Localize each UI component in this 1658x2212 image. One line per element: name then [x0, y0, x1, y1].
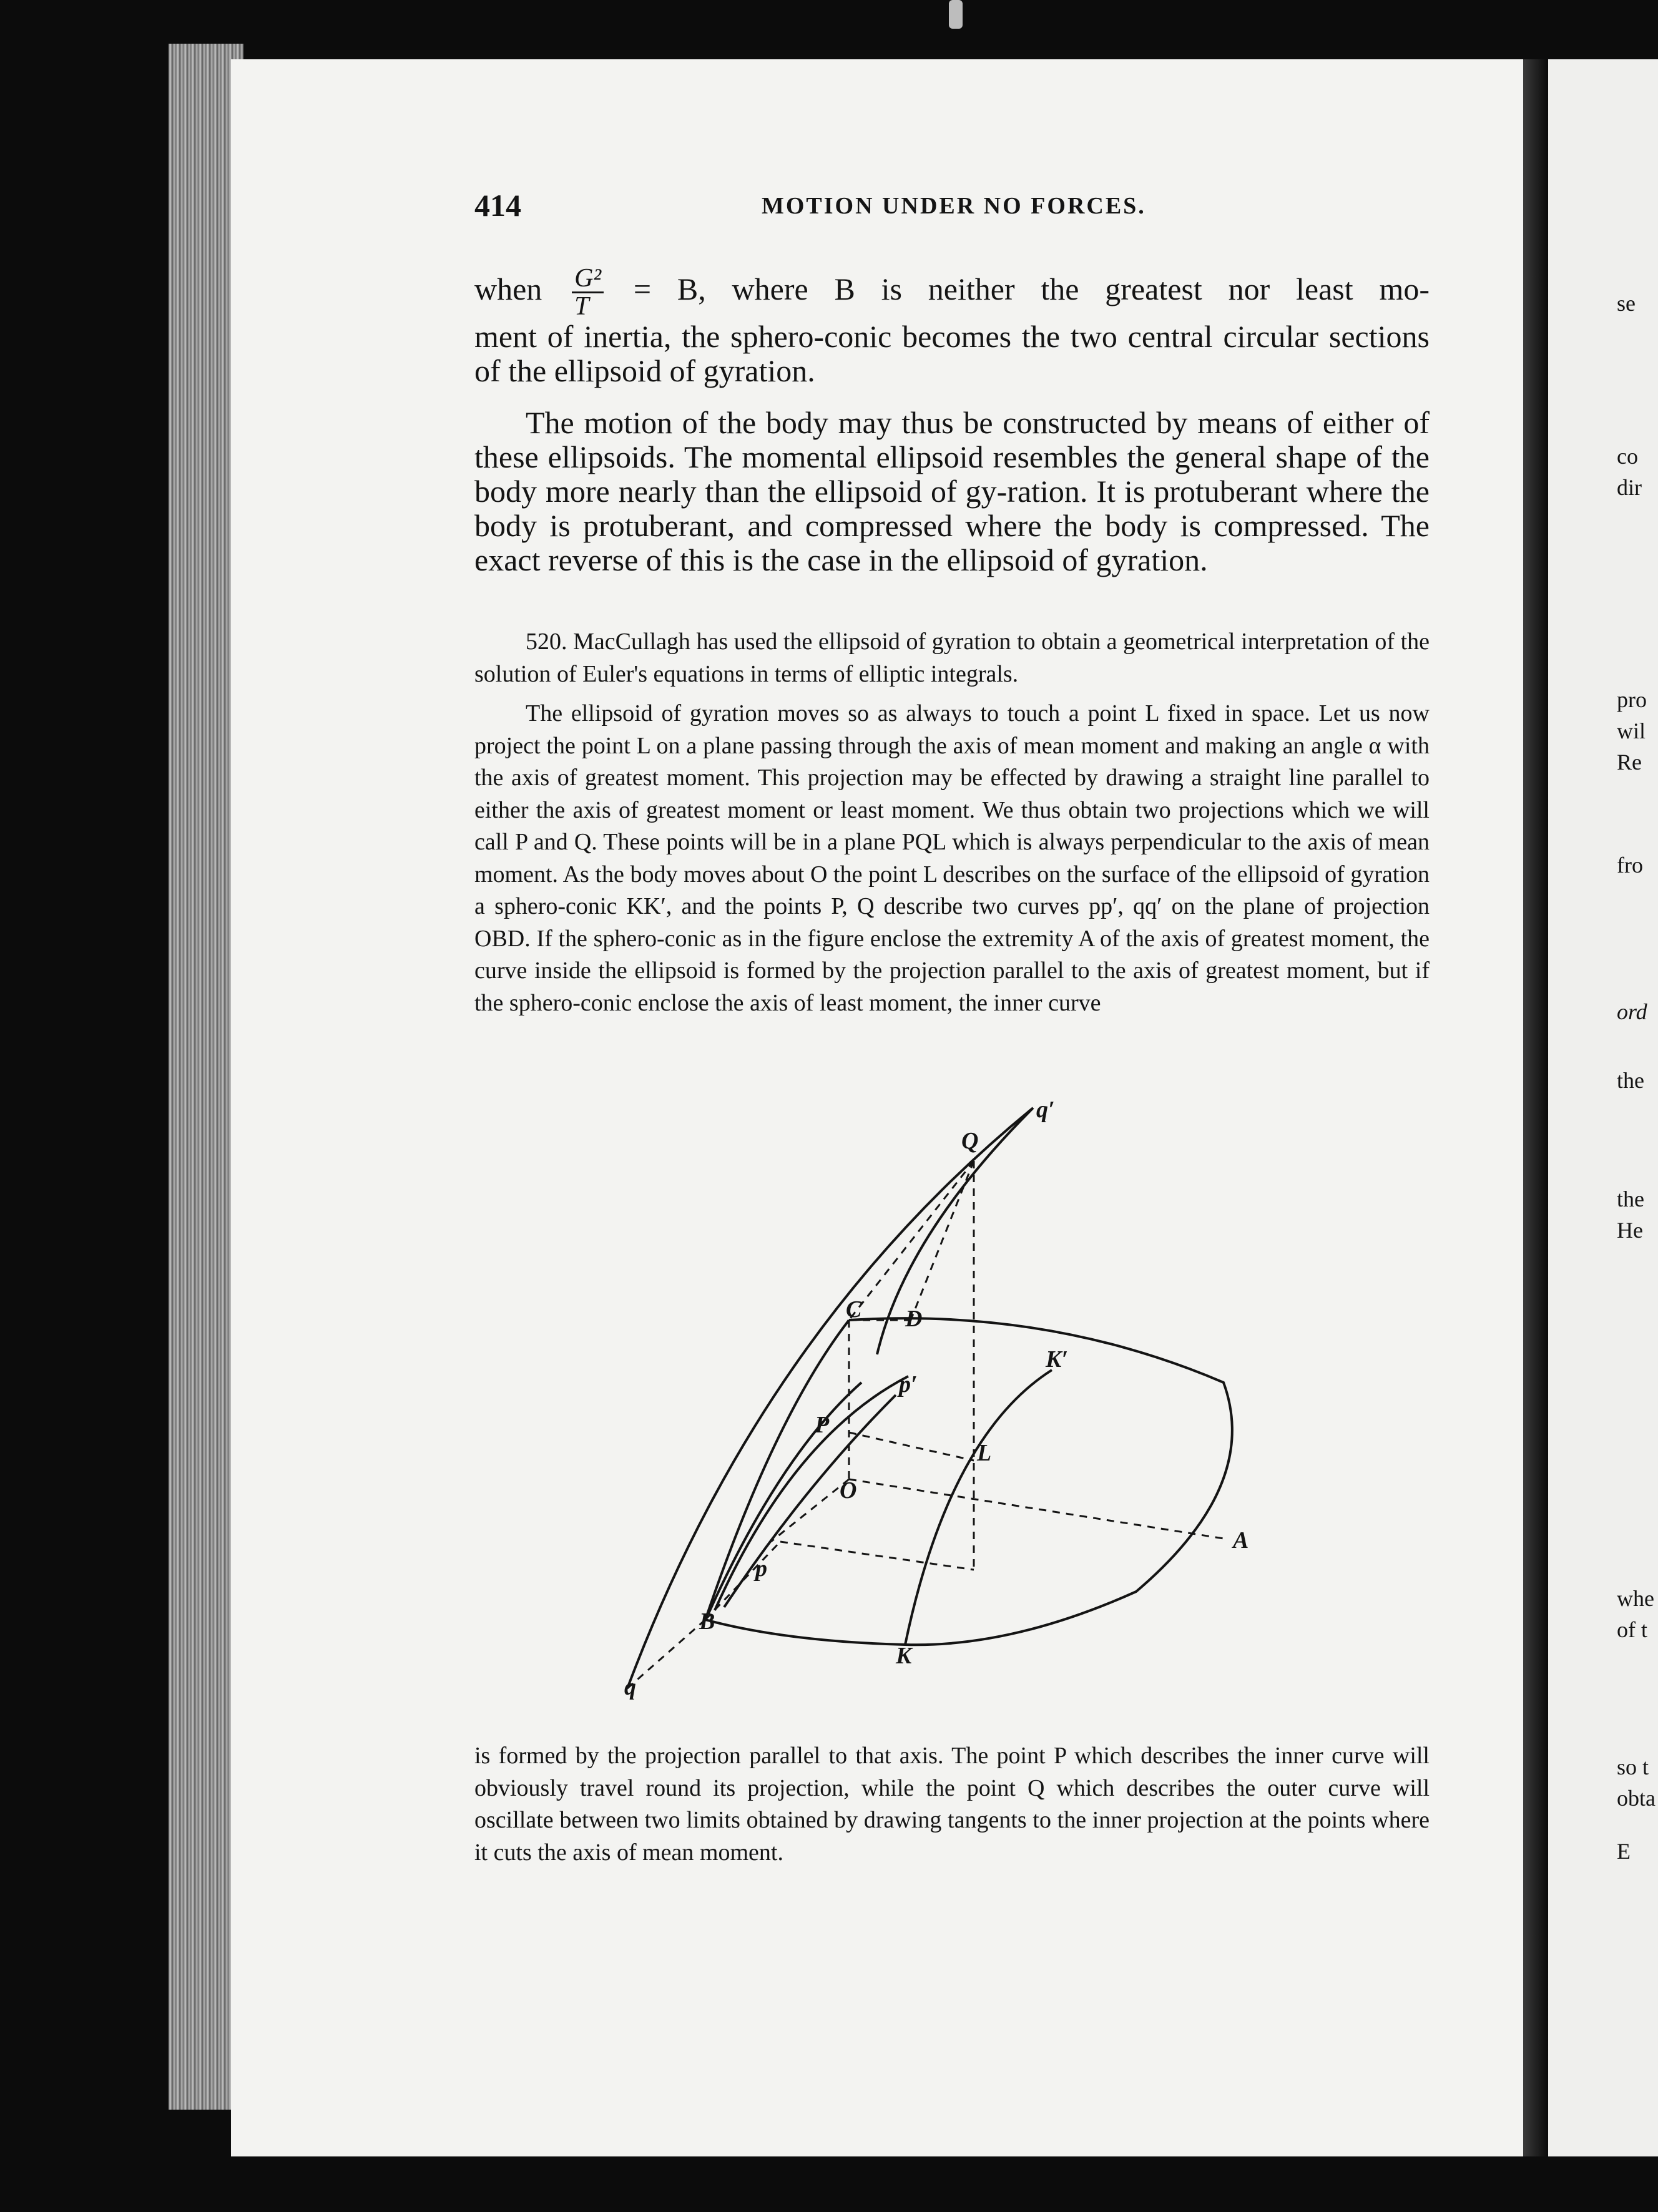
next-page-fragment: so t: [1617, 1754, 1649, 1779]
next-page-fragment: E: [1617, 1839, 1631, 1864]
arc-q: [627, 1108, 1033, 1688]
arc-mid: [709, 1382, 861, 1613]
label-K-prime: K′: [1046, 1346, 1069, 1373]
paragraph-projection: The ellipsoid of gyration moves so as always to touch a point L fixed in space. Let us now project the point L on a plane passing through the axis of mean moment and making an angle α with the axis of greatest moment. This projection may be effected by drawing a straight line parallel to either the axis of greatest moment or least moment. We thus obtain two projections which we will call P and Q. These points will be in a plane PQL which is always perpendicular to the axis of mean moment. As the body moves about O the point L describes on the surface of the ellipsoid of gyration a sphero-conic KK′, and the points P, Q describe two curves pp′, qq′ on the plane of projection OBD. If the sphero-conic as in the figure enclose the extremity A of the axis of greatest moment, the curve inside the ellipsoid is formed by the projection parallel to the axis of greatest moment, but if the sphero-conic enclose the axis of least moment, the inner curve: [474, 700, 1430, 1016]
label-p-prime: p′: [899, 1371, 918, 1397]
article-520: 520. MacCullagh has used the ellipsoid of gyration to obtain a geometrical interpretation of the solution of Euler's equations in terms of elliptic integrals.: [474, 629, 1430, 687]
page-number: 414: [474, 188, 521, 223]
label-C: C: [846, 1296, 862, 1323]
label-D: D: [905, 1306, 923, 1332]
fraction-numerator: G²: [572, 265, 604, 293]
paragraph-conclusion: is formed by the projection parallel to that axis. The point P which describes the inner curve will obviously travel round its projection, while the point Q which describes the outer curve will oscillate between two limits obtained by drawing tangents to the inner projection at the points where it cuts the axis of mean moment.: [474, 1743, 1430, 1866]
dashed-OL: [849, 1432, 974, 1461]
label-K: K: [896, 1643, 912, 1669]
label-B: B: [699, 1608, 715, 1635]
label-A: A: [1233, 1527, 1249, 1554]
next-page-fragment: dir: [1617, 475, 1642, 500]
paragraph-motion: The motion of the body may thus be constructed by means of either of these ellipsoids. The momental ellipsoid resembles the general shape of the body more nearly than the ellipsoid of gy-ration. It is protuberant where the body is protuberant, and compressed where the body is compressed. The exact reverse of this is the case in the ellipsoid of gyration.: [474, 405, 1430, 577]
next-page-fragment: se: [1617, 291, 1636, 316]
opening-continuation: ment of inertia, the sphero-conic becomes the two central circular sections of the ellipsoid of gyration.: [474, 319, 1430, 388]
opening-when: when: [474, 271, 542, 306]
opening-line-rest: = B, where B is neither the greatest nor least mo-: [633, 271, 1430, 306]
label-p: p: [755, 1555, 767, 1582]
next-page-fragment: fro: [1617, 853, 1643, 878]
label-Q: Q: [961, 1128, 979, 1154]
next-page-fragment: the: [1617, 1068, 1644, 1093]
fraction-denominator: T: [574, 292, 589, 321]
dashed-QC: [849, 1161, 974, 1320]
label-L: L: [977, 1440, 992, 1466]
next-page-fragment: pro: [1617, 687, 1647, 712]
next-page-fragment: ord: [1617, 999, 1647, 1024]
next-page-fragment: wil: [1617, 718, 1646, 743]
next-page-fragment: of t: [1617, 1617, 1647, 1642]
next-page-fragment: He: [1617, 1218, 1643, 1243]
dashed-pL: [780, 1542, 974, 1570]
label-O: O: [840, 1477, 857, 1504]
dashed-OA: [849, 1479, 1224, 1539]
dashed-qB: [627, 1620, 705, 1688]
next-page-fragment: co: [1617, 444, 1638, 469]
label-P: P: [815, 1412, 830, 1438]
label-q: q: [624, 1674, 636, 1700]
running-title: MOTION UNDER NO FORCES.: [762, 193, 1146, 219]
next-page-fragment: obta: [1617, 1786, 1656, 1811]
next-page-fragment: the: [1617, 1187, 1644, 1211]
ellipsoid-outline: [705, 1318, 1232, 1645]
next-page-fragment: whe: [1617, 1586, 1654, 1611]
next-page-fragment: Re: [1617, 750, 1642, 775]
label-q-prime: q′: [1036, 1097, 1055, 1123]
